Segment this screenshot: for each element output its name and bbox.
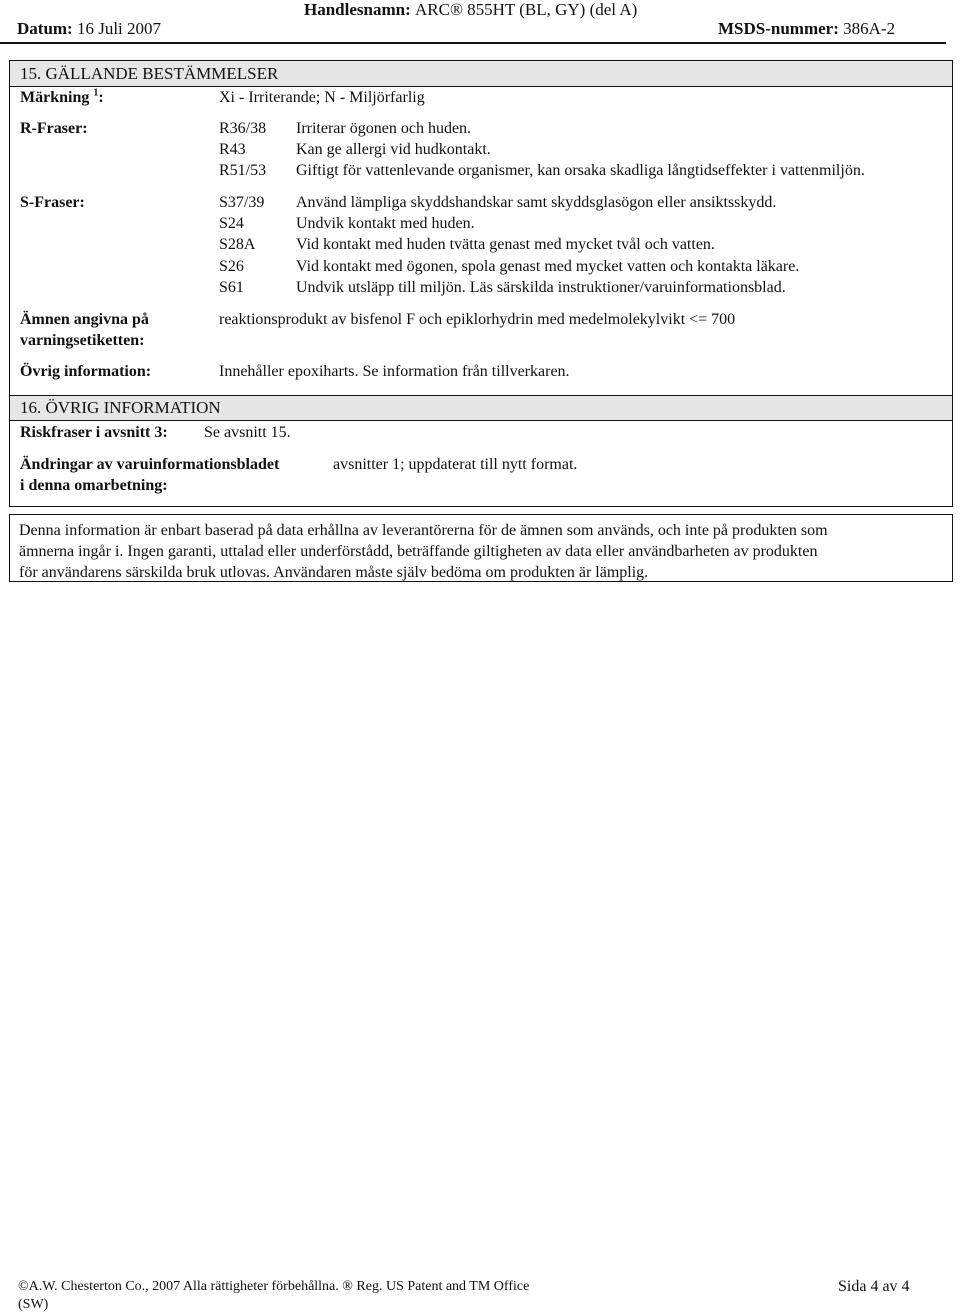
msds-label: MSDS-nummer: xyxy=(718,19,839,38)
changes-value: avsnitter 1; uppdaterat till nytt format. xyxy=(333,456,578,473)
r-phrase-text: Irriterar ögonen och huden. xyxy=(296,120,472,137)
r-phrase-text: Giftigt för vattenlevande organismer, kan orsaka skadliga långtidseffekter i vattenmiljön. xyxy=(296,162,865,179)
changes-label: Ändringar av varuinformationsbladet xyxy=(20,456,280,473)
other-info-value: Innehåller epoxiharts. Se information från tillverkaren. xyxy=(219,363,570,380)
substances-label: varningsetiketten: xyxy=(20,332,145,349)
risk-phrases-label: Riskfraser i avsnitt 3: xyxy=(20,424,168,441)
section-16-title: 16. ÖVRIG INFORMATION xyxy=(20,398,221,417)
s-phrase-code: S37/39 xyxy=(219,194,265,211)
substances-value: reaktionsprodukt av bisfenol F och epiklorhydrin med medelmolekylvikt <= 700 xyxy=(219,311,736,328)
product-label: Handlesnamn: xyxy=(304,0,411,19)
marking-label: Märkning $^1$: xyxy=(20,87,104,106)
s-phrase-code: S28A xyxy=(219,236,256,253)
header-msds xyxy=(718,19,895,39)
s-phrase-code: S26 xyxy=(219,258,244,275)
disclaimer-text xyxy=(19,520,828,583)
changes-label: i denna omarbetning: xyxy=(20,477,168,494)
section-15-title: 15. GÄLLANDE BESTÄMMELSER xyxy=(20,64,279,83)
s-phrase-text: Vid kontakt med huden tvätta genast med mycket tvål och vatten. xyxy=(296,236,715,253)
section-15-box xyxy=(9,60,953,397)
r-phrases-label: R-Fraser: xyxy=(20,120,88,137)
date-label: Datum: xyxy=(17,19,73,38)
s-phrase-text: Använd lämpliga skyddshandskar samt skyddsglasögon eller ansiktsskydd. xyxy=(296,194,777,211)
s-phrase-code: S24 xyxy=(219,215,244,232)
footer-copyright xyxy=(18,1278,529,1314)
s-phrase-code: S61 xyxy=(219,279,244,296)
risk-phrases-value: Se avsnitt 15. xyxy=(204,424,291,441)
r-phrase-code: R51/53 xyxy=(219,162,267,179)
disclaimer-line: Denna information är enbart baserad på data erhållna av leverantörerna för de ämnen som används, och inte på produkten som xyxy=(19,522,828,539)
r-phrase-text: Kan ge allergi vid hudkontakt. xyxy=(296,141,491,158)
s-phrases-label: S-Fraser: xyxy=(20,194,85,211)
substances-label: Ämnen angivna på xyxy=(20,311,149,328)
header-date xyxy=(17,19,161,39)
disclaimer-line: för användarens särskilda bruk utlovas. Användaren måste själv bedöma om produkten är lämplig. xyxy=(19,564,649,581)
page-number: Sida 4 av 4 xyxy=(838,1278,910,1295)
marking-value: Xi - Irriterande; N - Miljörfarlig xyxy=(219,89,425,106)
copyright-line: (SW) xyxy=(18,1297,49,1312)
header-product xyxy=(304,0,637,20)
msds-value: 386A-2 xyxy=(843,19,896,38)
disclaimer-line: ämnerna ingår i. Ingen garanti, uttalad eller underförstådd, beträffande giltigheten av data eller användbarheten av produkten xyxy=(19,543,818,560)
date-value: 16 Juli 2007 xyxy=(76,19,162,38)
s-phrase-text: Undvik utsläpp till miljön. Läs särskilda instruktioner/varuinformationsblad. xyxy=(296,279,786,296)
s-phrase-text: Vid kontakt med ögonen, spola genast med mycket vatten och kontakta läkare. xyxy=(296,258,800,275)
product-name: ARC® 855HT (BL, GY) (del A) xyxy=(415,0,638,19)
other-info-label: Övrig information: xyxy=(20,363,152,380)
copyright-line: ©A.W. Chesterton Co., 2007 Alla rättigheter förbehållna. ® Reg. US Patent and TM Office xyxy=(18,1279,530,1294)
r-phrase-code: R36/38 xyxy=(219,120,267,137)
header-divider xyxy=(0,42,946,44)
s-phrase-text: Undvik kontakt med huden. xyxy=(296,215,475,232)
r-phrase-code: R43 xyxy=(219,141,246,158)
